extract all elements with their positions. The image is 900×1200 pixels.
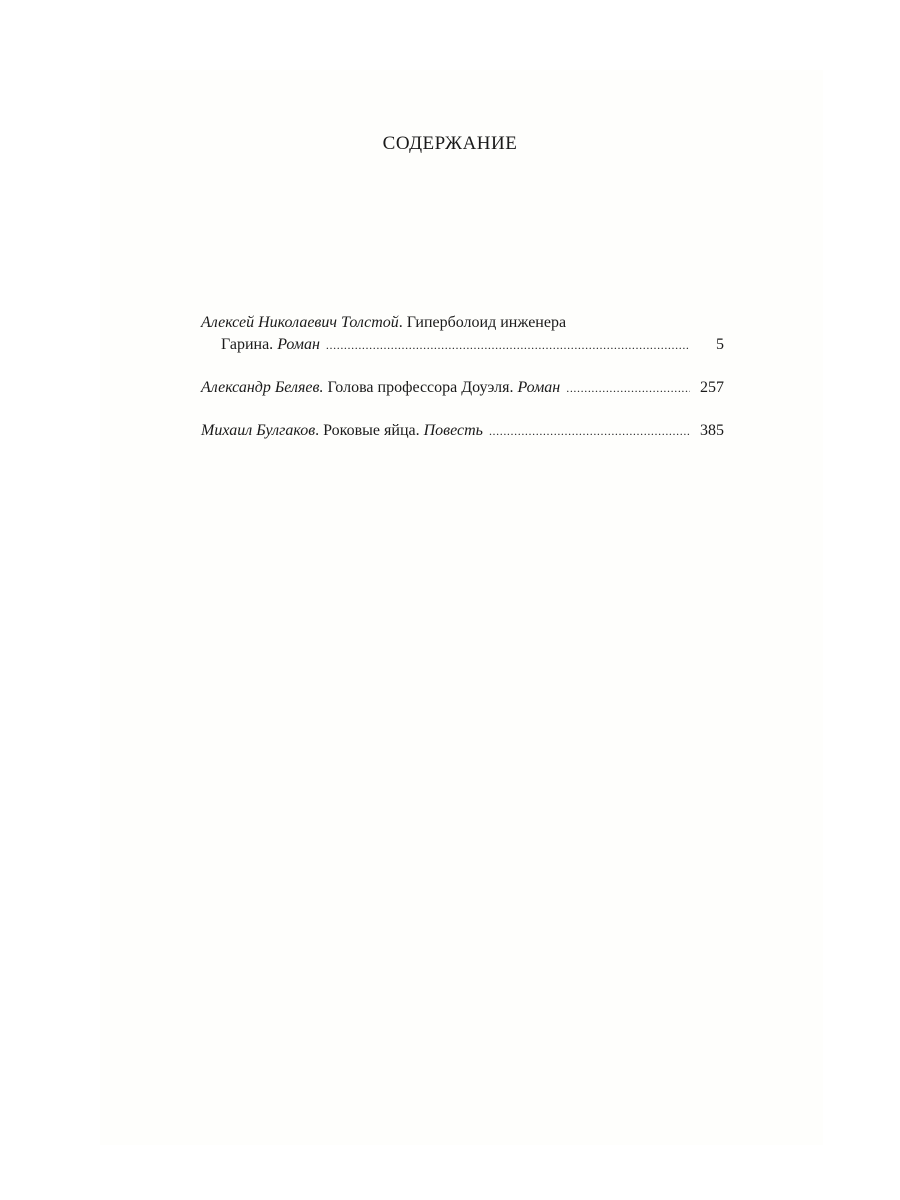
dot-leader [566, 377, 690, 399]
toc-author: Алексей Николаевич Толстой [201, 314, 399, 331]
toc-author-punct: . [315, 422, 320, 439]
toc-entry-line [201, 377, 724, 399]
toc-entry[interactable] [201, 420, 724, 442]
table-of-contents [201, 312, 724, 442]
toc-genre: Роман [277, 336, 320, 353]
toc-page-number: 257 [700, 379, 724, 396]
toc-page-number: 385 [700, 422, 724, 439]
toc-genre: Повесть [423, 422, 483, 439]
toc-author: Александр Беляев. [201, 379, 324, 396]
toc-title: Роковые яйца. [319, 422, 420, 439]
toc-page-number: 5 [716, 336, 724, 353]
toc-title: Голова профессора Доуэля. [323, 379, 514, 396]
toc-genre: Роман [517, 379, 561, 396]
dot-leader [489, 420, 690, 442]
toc-title-continued: Гарина. [221, 336, 274, 353]
page-title: СОДЕРЖАНИЕ [382, 133, 518, 154]
toc-entry-line [201, 312, 724, 334]
toc-entry[interactable] [201, 377, 724, 399]
toc-author: Михаил Булгаков [201, 422, 316, 439]
page-sheet [100, 70, 823, 1145]
toc-author-punct: . [398, 314, 403, 331]
toc-title: Гиперболоид инженера [402, 314, 567, 331]
toc-entry-line [201, 420, 724, 442]
dot-leader [326, 334, 690, 356]
toc-entry[interactable] [201, 312, 724, 356]
toc-entry-line [201, 334, 724, 356]
